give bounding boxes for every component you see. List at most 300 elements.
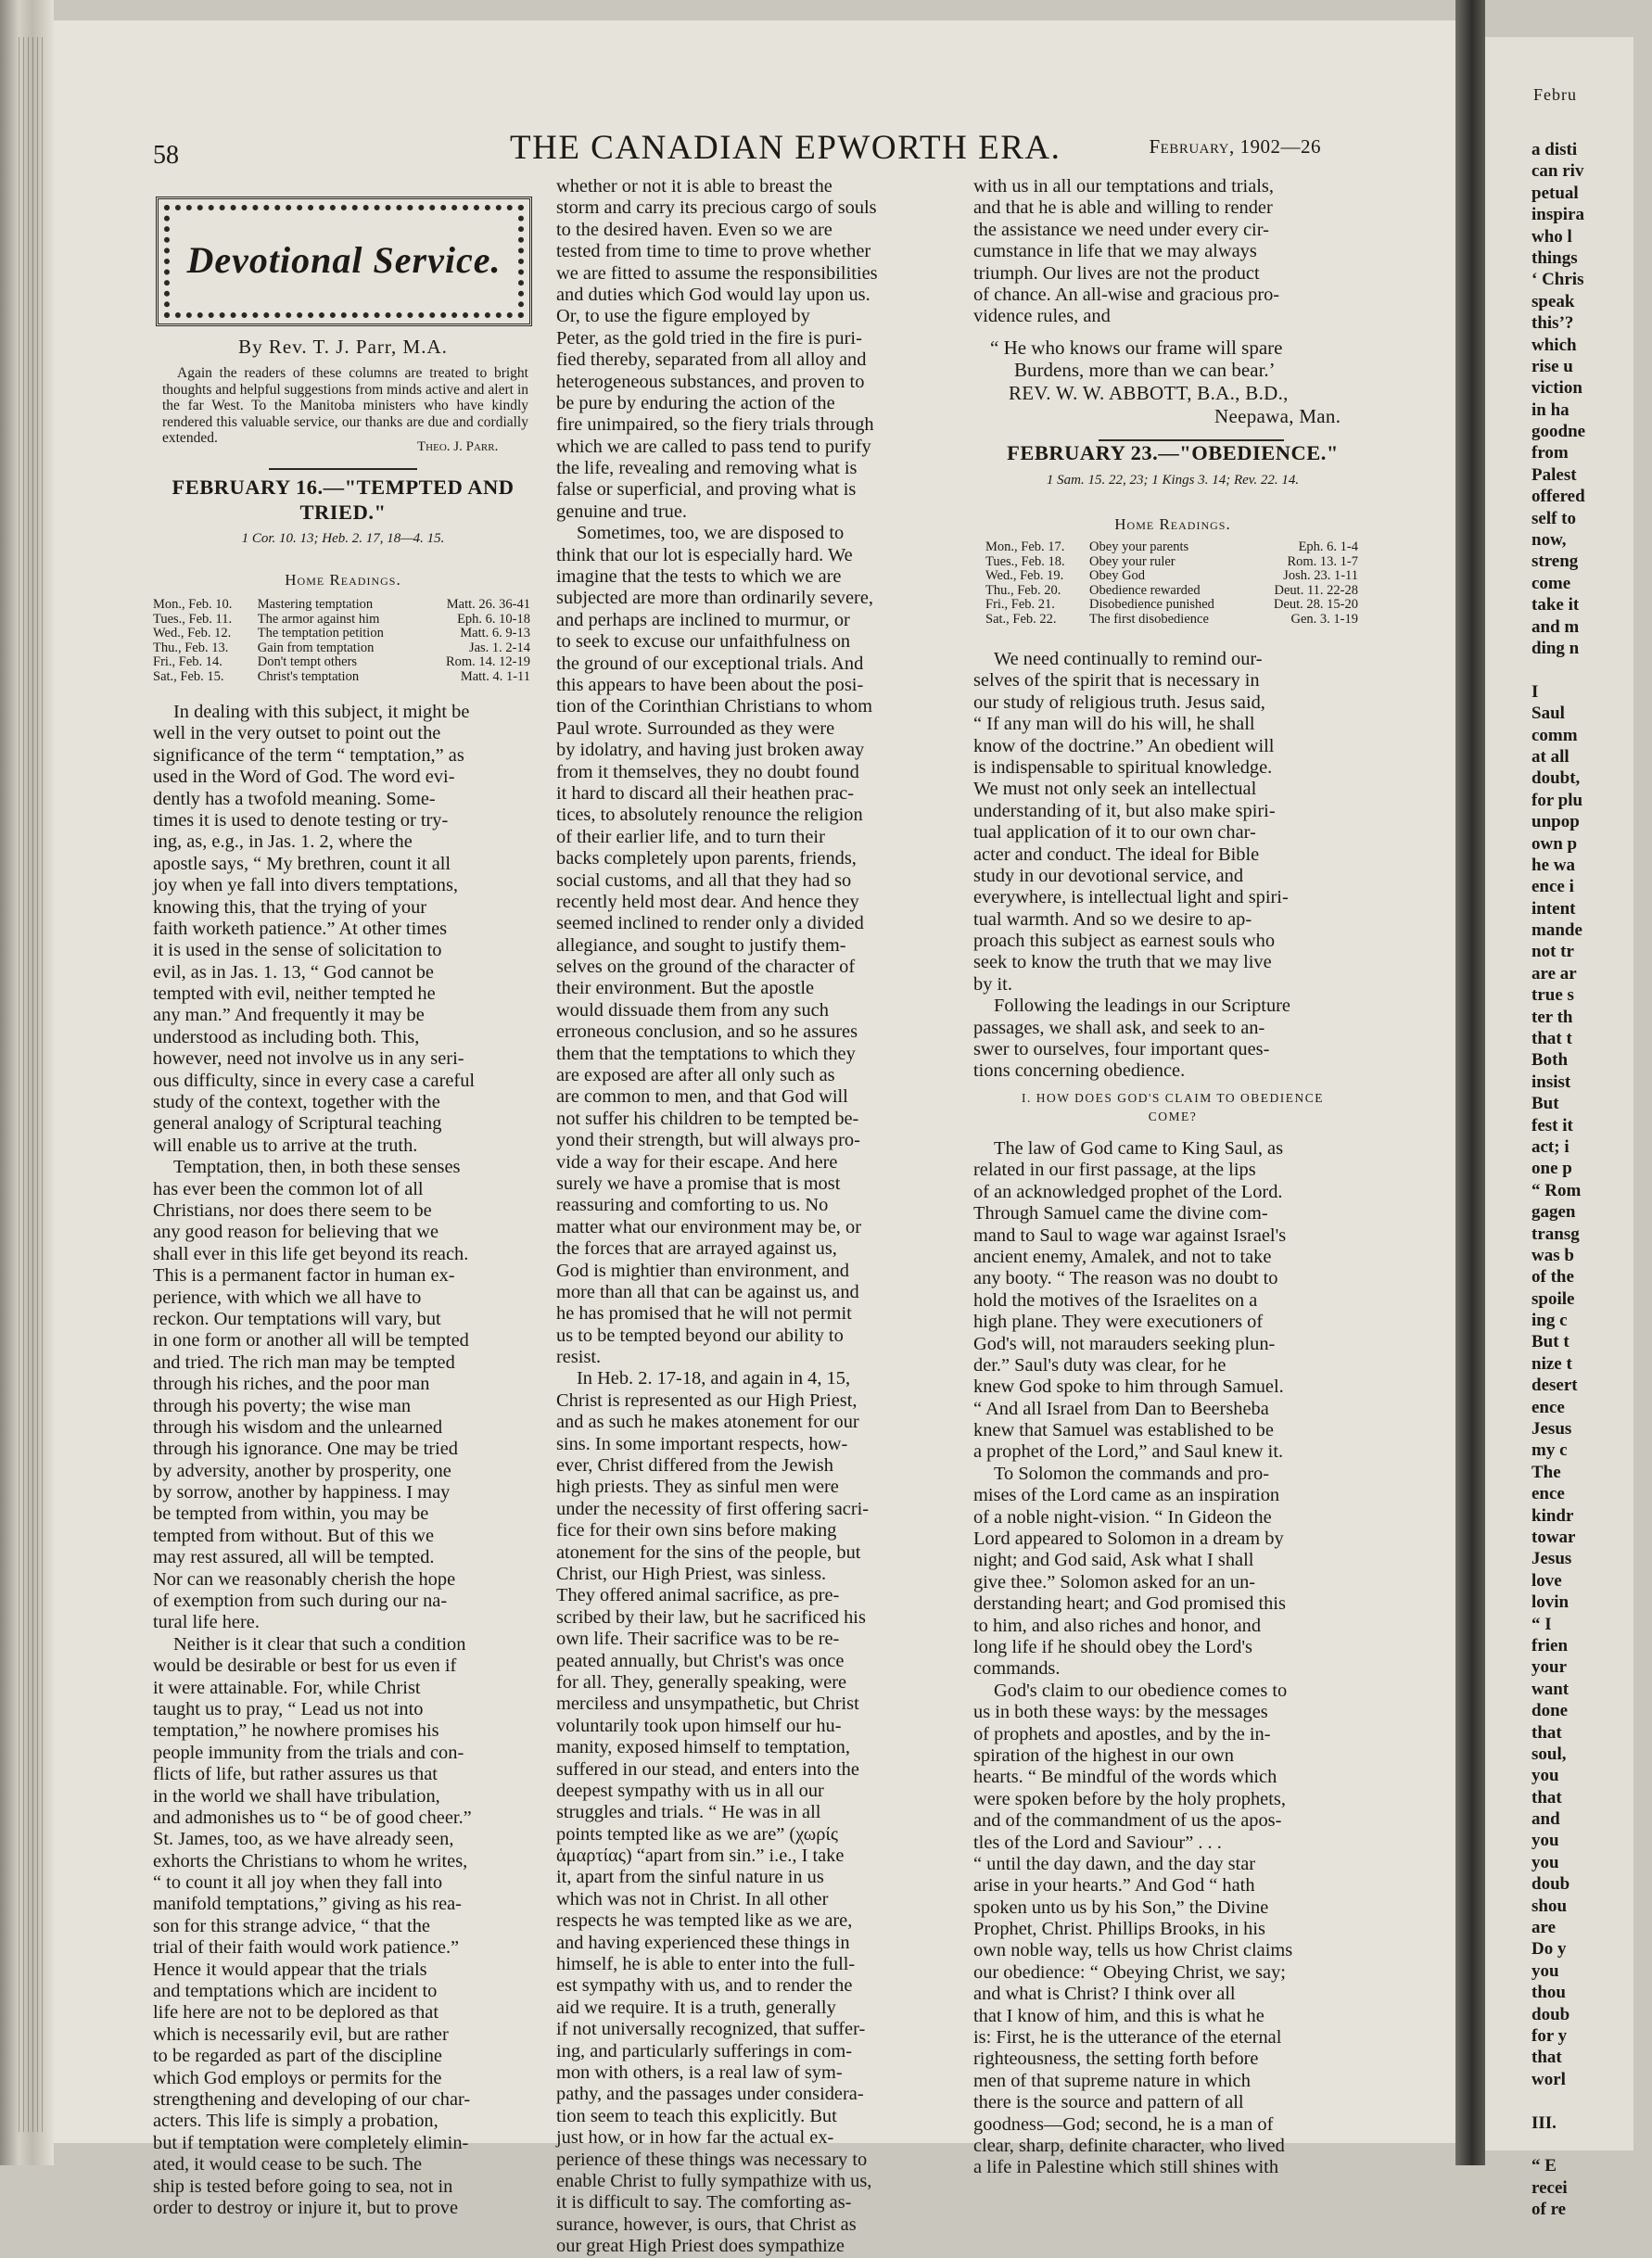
text-line: social customs, and all that they had so [556,869,852,891]
text-line: Sometimes, too, we are disposed to [577,523,845,544]
next-page-header: Febru [1533,85,1577,104]
text-line: however, need not involve us in any seri- [153,1048,464,1070]
text-line: us in both these ways: by the messages [973,1702,1268,1723]
text-line: acters. This life is simply a probation, [153,2111,438,2132]
text-line: everywhere, is intellectual light and spiri- [973,887,1289,908]
closing-verse [990,336,1370,381]
reading-ref: Matt. 4. 1-11 [460,668,530,684]
fragment-line: you [1531,1766,1559,1786]
fragment-line: viction [1531,378,1582,399]
text-line: that I know of him, and this is what he [973,2005,1264,2026]
text-line: “ And all Israel from Dan to Beersheba [973,1398,1269,1419]
subheading-line1: I. HOW DOES GOD'S CLAIM TO OBEDIENCE [1021,1091,1325,1105]
text-line: be tempted from within, you may be [153,1503,429,1525]
reading-row [153,641,533,656]
text-line: under the necessity of first offering sacri- [556,1498,870,1519]
reading-row [985,540,1361,555]
fragment-line: of re [1531,2200,1567,2220]
fragment-line: lovin [1531,1592,1569,1613]
text-line: tual warmth. And so we desire to ap- [973,908,1252,930]
text-line: Nor can we reasonably cherish the hope [153,1568,456,1590]
text-line: and of the commandment of us the apos- [973,1810,1282,1832]
text-line: ever, Christ differed from the Jewish [556,1455,833,1477]
text-line: sins. In some important respects, how- [556,1433,848,1454]
editor-signature: Theo. J. Parr. [417,439,499,454]
next-page-fragment [1485,37,1633,2220]
fragment-line: transg [1531,1224,1580,1244]
text-line: and having experienced these things in [556,1932,850,1953]
feb23-scripture: 1 Sam. 15. 22, 23; 1 Kings 3. 14; Rev. 22. 14. [1046,473,1300,488]
text-line: genuine and true. [556,501,687,522]
fragment-line [1531,659,1652,680]
text-line: by sorrow, another by happiness. I may [153,1482,451,1503]
text-line: and temptations which are incident to [153,1981,438,2002]
text-line: ous difficulty, since in every case a careful [153,1070,476,1091]
fragment-line: recei [1531,2177,1568,2198]
text-line: struggles and trials. “ He was in all [556,1802,821,1823]
text-line: ship is tested before going to sea, not in [153,2176,453,2197]
fragment-line: gagen [1531,1202,1576,1223]
fragment-line: Palest [1531,464,1577,485]
text-line: any good reason for believing that we [153,1222,439,1243]
reading-topic: Don't tempt others [257,654,358,669]
fragment-line: and [1531,1809,1560,1830]
text-line: selves of the spirit that is necessary in [973,670,1260,691]
fragment-line: But [1531,1094,1559,1114]
text-line: cumstance in life that we may always [973,241,1257,262]
text-line: used in the Word of God. The word evi- [153,767,455,788]
fragment-line: act; i [1531,1136,1569,1157]
text-line: derstanding heart; and God promised this [973,1593,1286,1615]
text-line: vide a way for their escape. And here [556,1151,838,1173]
reading-ref: Matt. 26. 36-41 [446,597,530,612]
text-line: St. James, too, as we have already seen, [153,1829,454,1850]
text-line: shall ever in this life get beyond its reach. [153,1243,469,1264]
text-line: through his wisdom and the unlearned [153,1416,443,1438]
text-line: “ until the day dawn, and the day star [973,1853,1256,1874]
text-line: peated annually, but Christ's was once [556,1650,845,1671]
fragment-line: one p [1531,1159,1572,1179]
text-line: The law of God came to King Saul, as [994,1138,1284,1159]
fragment-line: for y [1531,2025,1568,2046]
fragment-line: can riv [1531,161,1584,182]
fragment-line: comm [1531,725,1578,745]
text-line: a life in Palestine which still shines with [973,2157,1279,2178]
fragment-line: that [1531,1787,1562,1808]
fragment-line: take it [1531,595,1580,615]
text-line: backs completely upon parents, friends, [556,848,857,869]
fragment-line: unpop [1531,812,1580,832]
text-line: significance of the term “ temptation,” as [153,744,464,766]
text-line: for all. They, generally speaking, were [556,1671,847,1693]
fragment-line: Saul [1531,704,1565,724]
text-line: “ If any man will do his will, he shall [973,714,1255,735]
text-line: the ground of our exceptional trials. And [556,653,864,674]
text-line: deepest sympathy with us in all our [556,1780,824,1801]
feb16-readings-table [153,598,533,684]
text-line: study of the context, together with the [153,1092,440,1113]
fragment-line: are [1531,1918,1557,1938]
fragment-line: Do y [1531,1939,1567,1960]
text-line: if not universally recognized, that suffer- [556,2019,866,2040]
fragment-line: desert [1531,1376,1578,1396]
text-line: manifold temptations,” giving as his rea- [153,1894,462,1915]
text-line: which was not in Christ. In all other [556,1888,829,1909]
fragment-line: doub [1531,1874,1570,1895]
text-line: of prophets and apostles, and by the in- [973,1723,1271,1744]
text-line: ancient enemy, Amalek, and not to take [973,1246,1272,1267]
text-line: in one form or another all will be tempted [153,1330,469,1351]
reading-ref: Matt. 6. 9-13 [460,626,530,641]
fragment-line: and m [1531,616,1580,637]
reading-ref: Eph. 6. 1-4 [1298,539,1358,554]
text-line: of chance. An all-wise and gracious pro- [973,284,1280,305]
text-line: of an acknowledged prophet of the Lord. [973,1181,1283,1202]
fragment-line: towar [1531,1528,1576,1547]
text-line: respects he was tempted like as we are, [556,1910,853,1932]
text-line: to the desired haven. Even so we are [556,219,832,240]
fragment-line: frien [1531,1635,1569,1655]
text-line: ated, it would cease to be such. The [153,2154,423,2176]
text-line: Christ, our High Priest, was sinless. [556,1564,827,1584]
feb16-readings-heading: Home Readings. [285,571,401,589]
text-line: it, apart from the sinful nature in us [556,1867,824,1888]
fragment-line: own p [1531,833,1578,854]
reading-topic: Obedience rewarded [1089,582,1201,598]
text-line: surance, however, is ours, that Christ as [556,2214,857,2235]
text-line: God's claim to our obedience comes to [994,1680,1288,1701]
text-line: we are fitted to assume the responsibilities [556,262,878,284]
fragment-line: insist [1531,1072,1571,1092]
text-line: trial of their faith would work patience.” [153,1937,460,1959]
text-line: to seek to excuse our unfaithfulness on [556,631,851,653]
text-line: with us in all our temptations and trials, [973,176,1274,197]
text-line: of exemption from such during our na- [153,1591,448,1612]
fragment-line: Both [1531,1050,1569,1071]
text-line: their environment. But the apostle [556,978,815,999]
feb23-readings-heading: Home Readings. [1114,515,1231,533]
text-line: strengthening and developing of our char- [153,2089,471,2110]
text-line: righteousness, the setting forth before [973,2049,1259,2070]
text-line: commands. [973,1658,1061,1680]
text-line: taught us to pray, “ Lead us not into [153,1698,424,1719]
fragment-line: ter th [1531,1007,1573,1027]
text-line: enable Christ to fully sympathize with us, [556,2170,872,2191]
reading-topic: The armor against him [257,611,380,627]
fragment-line: he wa [1531,855,1575,875]
fragment-line: speak [1531,291,1575,311]
text-line: ing, and particularly sufferings in com- [556,2040,852,2061]
fragment-line: self to [1531,508,1577,528]
text-line: God is mightier than environment, and [556,1260,849,1281]
text-line: which God employs or permits for the [153,2067,442,2088]
text-line: fied thereby, separated from all alloy and [556,349,867,371]
reading-day: Sat., Feb. 22. [985,611,1057,627]
text-line: est sympathy with us, and to render the [556,1975,853,1997]
text-line: evil, as in Jas. 1. 13, “ God cannot be [153,961,434,983]
text-line: life here are not to be deplored as that [153,2002,438,2023]
reading-ref: Rom. 14. 12-19 [445,654,530,669]
text-line: and admonishes us to “ be of good cheer.” [153,1807,472,1828]
text-line: were spoken before by the holy prophets, [973,1788,1286,1809]
text-line: perience, with which we all have to [153,1287,422,1308]
text-line: proach this subject as earnest souls who [973,931,1276,952]
text-line: arise in your hearts.” And God “ hath [973,1875,1255,1896]
text-line: and that he is able and willing to render [973,197,1273,219]
page-edges [19,37,46,2132]
fragment-line: that t [1531,1029,1572,1049]
text-line: and duties which God would lay upon us. [556,284,870,305]
fragment-line: ding n [1531,638,1580,658]
text-line: high priests. They as sinful men were [556,1477,839,1498]
text-line: well in the very outset to point out the [153,723,441,744]
text-line: the life, revealing and removing what is [556,458,858,479]
next-page-text [1531,139,1652,2221]
text-line: be pure by enduring the action of the [556,392,835,413]
fragment-line: true s [1531,985,1574,1006]
reading-topic: Obey your parents [1089,539,1189,554]
text-line: related in our first passage, at the lips [973,1160,1256,1181]
text-line: aid we require. It is a truth, generally [556,1997,836,2018]
text-line: own noble way, tells us how Christ claims [973,1940,1293,1961]
fragment-line: “ I [1531,1614,1552,1634]
text-line: imagine that the tests to which we are [556,566,842,588]
text-line: In dealing with this subject, it might be [173,702,470,722]
fragment-line: your [1531,1657,1567,1678]
issue-date: February, 1902—26 [1149,135,1321,158]
text-line: dently has a twofold meaning. Some- [153,788,436,809]
reading-ref: Josh. 23. 1-11 [1283,568,1358,583]
text-line: hearts. “ Be mindful of the words which [973,1767,1277,1788]
text-line: to be regarded as part of the discipline [153,2046,442,2067]
text-line: from it themselves, they no doubt found [556,761,859,782]
text-line: of their earlier life, and to turn their [556,826,825,847]
text-line: Prophet, Christ. Phillips Brooks, in his [973,1919,1265,1940]
text-line: general analogy of Scriptural teaching [153,1113,442,1135]
fragment-line: Jesus [1531,1549,1572,1569]
text-line: joy when ye fall into divers temptations, [153,875,459,896]
journal-title: THE CANADIAN EPWORTH ERA. [510,129,1061,167]
fragment-line: nize t [1531,1353,1572,1374]
text-line: Christ is represented as our High Priest, [556,1389,858,1411]
feb23-title: FEBRUARY 23.—"OBEDIENCE." [1007,441,1339,464]
fragment-line: goodne [1531,422,1586,442]
text-line: tural life here. [153,1612,260,1633]
reading-topic: Mastering temptation [257,597,374,612]
text-line: scribed by their law, but he sacrificed his [556,1606,866,1628]
fragment-line: intent [1531,898,1576,919]
text-line: fire unimpaired, so the fiery trials through [556,414,874,436]
text-line: spiration of the highest in our own [973,1744,1234,1766]
reading-day: Thu., Feb. 13. [153,640,229,655]
text-line: manity, exposed himself to temptation, [556,1737,850,1758]
fragment-line: “ Rom [1531,1180,1582,1200]
department-title: Devotional Service. [186,239,502,281]
text-line: recently held most dear. And hence they [556,891,859,912]
fragment-line: my c [1531,1440,1568,1461]
text-line: whether or not it is able to breast the [556,176,832,197]
fragment-line: which [1531,335,1577,355]
text-line: a prophet of the Lord,” and Saul knew it. [973,1441,1284,1463]
author-name: REV. W. W. ABBOTT, B.A., B.D., [1009,382,1289,404]
text-line: give thee.” Solomon asked for an un- [973,1571,1256,1592]
text-line: high plane. They were executioners of [973,1312,1264,1333]
text-line: knowing this, that the trying of your [153,896,427,918]
fragment-line: soul, [1531,1744,1567,1764]
fragment-line: offered [1531,487,1585,507]
text-line: knew God spoke to him through Samuel. [973,1376,1284,1398]
text-line: which is necessarily evil, but are rather [153,2023,449,2045]
fragment-line: spoile [1531,1288,1575,1309]
reading-row [985,555,1361,570]
fragment-line: kindr [1531,1505,1574,1526]
reading-row [985,569,1361,584]
text-line: men of that supreme nature in which [973,2070,1251,2091]
text-line: vidence rules, and [973,306,1111,327]
fragment-line: not tr [1531,942,1574,962]
reading-row [153,627,533,641]
department-intro: Again the readers of these columns are treated to bright thoughts and helpful suggestions from minds active and alert in the far West. To the Manitoba ministers who have kindly rendered this valuable service, our thanks are due and cordially extended. [162,365,528,446]
text-line: To Solomon the commands and pro- [994,1463,1270,1484]
text-line: resist. [556,1347,602,1368]
text-line: erroneous conclusion, and so he assures [556,1021,858,1043]
text-line: night; and God said, Ask what I shall [973,1550,1254,1571]
text-line: and as such he makes atonement for our [556,1412,859,1433]
text-line: our great High Priest does sympathize [556,2236,845,2257]
fragment-line: “ E [1531,2156,1557,2176]
text-line: Paul wrote. Surrounded as they were [556,717,835,739]
text-line: storm and carry its precious cargo of souls [556,197,877,219]
fragment-line: rise u [1531,356,1573,376]
text-line: the assistance we need under every cir- [973,219,1269,240]
fragment-line: inspira [1531,205,1585,225]
fragment-line: III. [1531,2112,1557,2133]
text-line: tion of the Corinthian Christians to whom [556,696,872,717]
reading-row [985,613,1361,628]
text-line: is indispensable to spiritual knowledge. [973,756,1273,778]
fragment-line: a disti [1531,140,1578,159]
text-line: them that the temptations to which they [556,1043,856,1064]
text-line: this appears to have been about the posi- [556,674,864,695]
text-line: merciless and unsympathetic, but Christ [556,1694,859,1715]
text-line: himself, he is able to enter into the full- [556,1954,856,1975]
fragment-line: now, [1531,530,1567,551]
text-line: has ever been the common lot of all [153,1178,424,1199]
reading-row [153,655,533,670]
reading-ref: Jas. 1. 2-14 [468,640,530,655]
text-line: are exposed are after all only such as [556,1065,835,1086]
text-line: spoken unto us by his Son,” the Divine [973,1896,1269,1918]
text-line: study in our devotional service, and [973,865,1244,886]
byline: By Rev. T. J. Parr, M.A. [238,336,448,358]
text-line: by idolatry, and having just broken away [556,740,865,761]
text-line: any booty. “ The reason was no doubt to [973,1268,1278,1289]
text-line: Hence it would appear that the trials [153,1959,427,1980]
text-line: exhorts the Christians to whom he writes, [153,1850,468,1871]
page-number: 58 [153,141,179,170]
fragment-line: from [1531,443,1569,463]
text-line: it hard to discard all their heathen prac- [556,782,855,804]
text-line: mand to Saul to wage war against Israel's [973,1224,1287,1246]
text-line: Peter, as the gold tried in the fire is puri- [556,327,862,349]
text-line: pathy, and the passages under considera- [556,2084,864,2105]
feb16-title-line1: FEBRUARY 16.—"TEMPTED AND [172,476,515,499]
text-line: by adversity, another by prosperity, one [153,1460,451,1481]
text-line: Neither is it clear that such a condition [173,1633,466,1655]
text-line: not suffer his children to be tempted be- [556,1108,859,1129]
text-line: and perhaps are inclined to murmur, or [556,609,850,630]
fragment-line: who l [1531,226,1572,247]
reading-ref: Rom. 13. 1-7 [1287,553,1358,569]
fragment-line: Jesus [1531,1419,1572,1440]
text-line: false or superficial, and proving what is [556,479,857,501]
feb23-subheading [973,1089,1372,1126]
reading-day: Tues., Feb. 11. [153,611,233,627]
feb16-title [153,475,533,525]
fragment-line: doubt, [1531,768,1581,789]
feb16-column-3 [973,176,1372,328]
text-line: atonement for the sins of the people, but [556,1541,861,1563]
reading-row [985,584,1361,599]
text-line: and what is Christ? I think over all [973,1984,1236,2005]
text-line: acter and conduct. The ideal for Bible [973,844,1260,865]
text-line: times it is used to denote testing or try- [153,809,449,831]
text-line: This is a permanent factor in human ex- [153,1265,455,1287]
text-line: would dissuade them from any such [556,999,829,1021]
text-line: swer to ourselves, four important ques- [973,1039,1270,1060]
divider [269,468,417,470]
reading-ref: Eph. 6. 10-18 [457,611,530,627]
text-line: us to be tempted beyond our ability to [556,1325,844,1346]
text-line: Christians, nor does there seem to be [153,1199,432,1221]
fragment-line: that [1531,1722,1562,1743]
text-line: Through Samuel came the divine com- [973,1203,1268,1224]
text-line: surely we have a promise that is most [556,1173,841,1194]
running-header [153,128,1377,174]
fragment-line: ‘ Chris [1531,270,1584,290]
fragment-line: done [1531,1701,1569,1721]
text-line: of a noble night-vision. “ In Gideon the [973,1506,1272,1528]
text-line: our obedience: “ Obeying Christ, we say; [973,1961,1286,1983]
text-line: clear, sharp, definite character, who lived [973,2135,1285,2156]
fragment-line: streng [1531,552,1579,572]
text-line: understanding of it, but also make spiri- [973,800,1276,821]
text-line: triumph. Our lives are not the product [973,262,1260,284]
text-line: our study of religious truth. Jesus said, [973,691,1265,713]
reading-topic: The first disobedience [1089,611,1209,627]
text-line: tion seem to teach this explicitly. But [556,2105,837,2126]
reading-topic: Christ's temptation [257,668,360,684]
reading-day: Sat., Feb. 15. [153,668,224,684]
text-line: order to destroy or injure it, but to prove [153,2197,459,2218]
fragment-line: ence [1531,1484,1565,1504]
reading-topic: Gain from temptation [257,640,375,655]
text-line: seek to know the truth that we may live [973,952,1272,973]
text-line: tempted with evil, neither tempted he [153,983,436,1005]
fragment-line [1531,2090,1652,2112]
text-line: ing, as, e.g., in Jas. 1. 2, where the [153,831,413,853]
text-line: it were attainable. For, while Christ [153,1677,421,1698]
text-line: tions concerning obedience. [973,1060,1186,1082]
fragment-line: mande [1531,920,1582,941]
feb16-title-line2: TRIED." [299,501,387,524]
fragment-line: ing c [1531,1311,1568,1331]
text-line: seemed inclined to render only a divided [556,913,864,934]
fragment-line: ence [1531,1397,1565,1417]
text-line: know of the doctrine.” An obedient will [973,735,1275,756]
text-line: is: First, he is the utterance of the eternal [973,2027,1282,2049]
text-line: may rest assured, all will be tempted. [153,1547,435,1568]
